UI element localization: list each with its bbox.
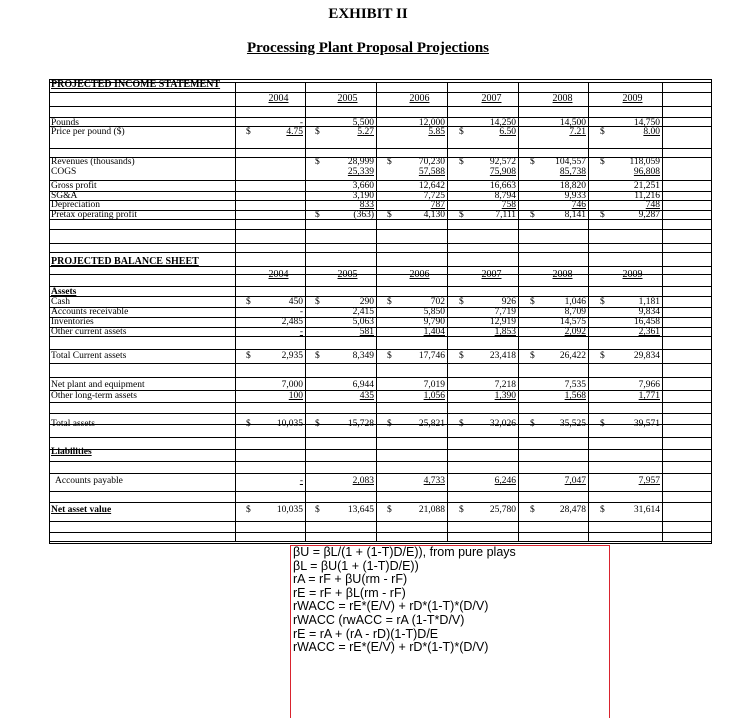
grid-hline [49, 402, 711, 403]
value-cell: 4,130 [423, 210, 445, 220]
grid-hline [49, 377, 711, 378]
dollar-sign: $ [530, 505, 535, 515]
value-cell: 14,750 [633, 118, 660, 128]
row-label: Revenues (thousands) [51, 157, 135, 167]
value-cell: 5.27 [357, 127, 374, 137]
dollar-sign: $ [315, 127, 320, 137]
dollar-sign: $ [315, 297, 320, 307]
value-cell: 9,287 [638, 210, 660, 220]
year-header: 2008 [552, 269, 573, 280]
dollar-sign: $ [459, 210, 464, 220]
value-cell: 118,059 [629, 157, 660, 167]
dollar-sign: $ [315, 505, 320, 515]
income-statement-header: PROJECTED INCOME STATEMENT [51, 79, 221, 90]
row-label: Gross profit [51, 181, 97, 191]
value-cell: 11,216 [634, 191, 660, 201]
row-label: Total assets [51, 419, 95, 429]
value-cell: 96,808 [633, 167, 660, 177]
dollar-sign: $ [315, 210, 320, 220]
value-cell: 10,035 [276, 419, 303, 429]
grid-hline [49, 106, 711, 107]
formula-line: rA = rF + βU(rm - rF) [293, 572, 408, 587]
dollar-sign: $ [600, 419, 605, 429]
value-cell: 450 [288, 297, 303, 307]
value-cell: 7,535 [564, 380, 586, 390]
year-header: 2007 [481, 93, 502, 104]
row-label: SG&A [51, 191, 78, 201]
value-cell: 7,719 [494, 307, 516, 317]
grid-hline [49, 521, 711, 522]
value-cell: 1,056 [423, 391, 445, 401]
formula-line: rWACC = rE*(E/V) + rD*(1-T)*(D/V) [293, 599, 489, 614]
value-cell: 12,000 [418, 118, 445, 128]
value-cell: 32,026 [489, 419, 516, 429]
dollar-sign: $ [600, 351, 605, 361]
value-cell: 5,500 [352, 118, 374, 128]
dollar-sign: $ [459, 419, 464, 429]
value-cell: 23,418 [489, 351, 516, 361]
value-cell: 16,663 [489, 181, 516, 191]
grid-hline [49, 413, 711, 414]
formula-line: rWACC (rwACC = rA (1-T*D/V) [293, 612, 465, 627]
value-cell: 57,588 [418, 167, 445, 177]
value-cell: 581 [359, 327, 374, 337]
value-cell: 9,834 [638, 307, 660, 317]
value-cell: 8.00 [643, 127, 660, 137]
formula-list [291, 546, 609, 655]
grid-hline [49, 349, 711, 350]
year-header: 2009 [622, 269, 643, 280]
dollar-sign: $ [600, 127, 605, 137]
value-cell: 9,933 [564, 191, 586, 201]
dollar-sign: $ [530, 419, 535, 429]
row-label: Other current assets [51, 327, 127, 337]
accounts-payable-label: Accounts payable [55, 476, 123, 486]
row-label: Pretax operating profit [51, 210, 138, 220]
value-cell: 7,966 [638, 380, 660, 390]
value-cell: 1,771 [638, 391, 660, 401]
value-cell: 25,339 [347, 167, 374, 177]
dollar-sign: $ [246, 297, 251, 307]
value-cell: - [299, 476, 303, 486]
year-header: 2007 [481, 269, 502, 280]
value-cell: 7,047 [564, 476, 586, 486]
value-cell: 833 [359, 200, 374, 210]
value-cell: 1,404 [423, 327, 445, 337]
value-cell: 10,035 [276, 505, 303, 515]
value-cell: 4.75 [286, 127, 303, 137]
value-cell: 14,575 [559, 317, 586, 327]
value-cell: 8,794 [494, 191, 516, 201]
value-cell: 14,500 [559, 118, 586, 128]
grid-hline [49, 286, 711, 287]
dollar-sign: $ [459, 351, 464, 361]
dollar-sign: $ [246, 505, 251, 515]
value-cell: 8,141 [564, 210, 586, 220]
dollar-sign: $ [246, 127, 251, 137]
grid-hline [49, 243, 711, 244]
grid-hline [49, 541, 711, 542]
dollar-sign: $ [246, 351, 251, 361]
value-cell: 104,557 [555, 157, 586, 167]
row-label: Other long-term assets [51, 391, 138, 401]
dollar-sign: $ [600, 297, 605, 307]
value-cell: 31,614 [633, 505, 660, 515]
grid-hline [49, 229, 711, 230]
value-cell: 1,390 [494, 391, 516, 401]
formula-line: rE = rA + (rA - rD)(1-T)D/E [293, 626, 439, 641]
grid-hline [49, 449, 711, 450]
year-header: 2006 [409, 93, 430, 104]
value-cell: 5,850 [423, 307, 445, 317]
net-asset-value-label: Net asset value [51, 505, 112, 515]
value-cell: 75,908 [489, 167, 516, 177]
balance-sheet-header: PROJECTED BALANCE SHEET [51, 256, 199, 267]
row-label: Total Current assets [51, 351, 127, 361]
value-cell: 290 [359, 297, 374, 307]
value-cell: 2,083 [352, 476, 374, 486]
row-label: COGS [51, 167, 77, 177]
assets-label: Assets [51, 287, 77, 297]
row-label: Price per pound ($) [51, 127, 125, 137]
year-header: 2004 [268, 269, 289, 280]
dollar-sign: $ [387, 505, 392, 515]
value-cell: 746 [571, 200, 586, 210]
value-cell: 25,821 [418, 419, 445, 429]
value-cell: 17,746 [418, 351, 445, 361]
page-subtitle: Processing Plant Proposal Projections [246, 40, 490, 56]
value-cell: 39,571 [633, 419, 660, 429]
value-cell: 25,780 [489, 505, 516, 515]
grid-hline [49, 363, 711, 364]
year-header: 2004 [268, 93, 289, 104]
value-cell: 7,000 [281, 380, 303, 390]
year-header: 2009 [622, 93, 643, 104]
grid-hline [49, 437, 711, 438]
dollar-sign: $ [530, 297, 535, 307]
value-cell: 14,250 [489, 118, 516, 128]
value-cell: 1,046 [564, 297, 586, 307]
value-cell: 926 [501, 297, 516, 307]
value-cell: 7,725 [423, 191, 445, 201]
row-label: Accounts receivable [51, 307, 129, 317]
formula-line: βU = βL/(1 + (1-T)D/E)), from pure plays [293, 545, 516, 559]
dollar-sign: $ [600, 157, 605, 167]
value-cell: 12,919 [489, 317, 516, 327]
value-cell: 7.21 [569, 127, 586, 137]
dollar-sign: $ [530, 157, 535, 167]
value-cell: - [299, 307, 303, 317]
value-cell: 15,728 [347, 419, 374, 429]
value-cell: 702 [430, 297, 445, 307]
value-cell: 6.50 [499, 127, 516, 137]
value-cell: 16,458 [633, 317, 660, 327]
value-cell: 2,935 [281, 351, 303, 361]
value-cell: 100 [288, 391, 303, 401]
value-cell: 2,485 [281, 317, 303, 327]
row-label: Depreciation [51, 200, 101, 210]
formula-box [290, 545, 610, 718]
value-cell: 28,478 [559, 505, 586, 515]
value-cell: 13,645 [347, 505, 374, 515]
value-cell: 7,218 [494, 380, 516, 390]
dollar-sign: $ [530, 210, 535, 220]
dollar-sign: $ [315, 157, 320, 167]
value-cell: 758 [501, 200, 516, 210]
dollar-sign: $ [315, 351, 320, 361]
grid-hline [49, 502, 711, 503]
value-cell: 2,092 [564, 327, 586, 337]
value-cell: 7,957 [638, 476, 660, 486]
value-cell: 5.85 [428, 127, 445, 137]
formula-line: βL = βU(1 + (1-T)D/E)) [293, 558, 419, 573]
dollar-sign: $ [600, 210, 605, 220]
value-cell: 6,246 [494, 476, 516, 486]
value-cell: 3,660 [352, 181, 374, 191]
value-cell: - [299, 118, 303, 128]
value-cell: 748 [645, 200, 660, 210]
value-cell: 1,568 [564, 391, 586, 401]
value-cell: 1,181 [638, 297, 660, 307]
value-cell: 2,361 [638, 327, 660, 337]
value-cell: 5,063 [352, 317, 374, 327]
dollar-sign: $ [246, 419, 251, 429]
dollar-sign: $ [387, 297, 392, 307]
dollar-sign: $ [387, 351, 392, 361]
dollar-sign: $ [315, 419, 320, 429]
formula-line: rE = rF + βL(rm - rF) [293, 585, 406, 600]
value-cell: 21,251 [633, 181, 660, 191]
grid-hline [49, 491, 711, 492]
dollar-sign: $ [530, 351, 535, 361]
value-cell: 2,415 [352, 307, 374, 317]
value-cell: 7,019 [423, 380, 445, 390]
value-cell: 787 [430, 200, 445, 210]
value-cell: 1,853 [494, 327, 516, 337]
value-cell: 8,709 [564, 307, 586, 317]
value-cell: 21,088 [418, 505, 445, 515]
liabilities-label: Liabilities [51, 447, 92, 457]
grid-hline [49, 461, 711, 462]
value-cell: - [299, 327, 303, 337]
grid-hline [49, 148, 711, 149]
exhibit-title: EXHIBIT II [328, 6, 408, 22]
dollar-sign: $ [387, 419, 392, 429]
value-cell: 6,944 [352, 380, 374, 390]
value-cell: 28,999 [347, 157, 374, 167]
grid-hline [49, 532, 711, 533]
value-cell: 4,733 [423, 476, 445, 486]
grid-hline [49, 252, 711, 253]
value-cell: 8,349 [352, 351, 374, 361]
value-cell: 12,642 [418, 181, 445, 191]
value-cell: 92,572 [489, 157, 516, 167]
value-cell: 35,525 [559, 419, 586, 429]
value-cell: 435 [359, 391, 374, 401]
row-label: Inventories [51, 317, 94, 327]
value-cell: 7,111 [495, 210, 516, 220]
formula-line: rWACC = rE*(E/V) + rD*(1-T)*(D/V) [293, 640, 489, 655]
row-label: Pounds [51, 118, 79, 128]
value-cell: 70,230 [418, 157, 445, 167]
dollar-sign: $ [459, 157, 464, 167]
value-cell: 3,190 [352, 191, 374, 201]
row-label: Net plant and equipment [51, 380, 145, 390]
dollar-sign: $ [459, 127, 464, 137]
row-label: Cash [51, 297, 70, 307]
value-cell: 26,422 [559, 351, 586, 361]
value-cell: 18,820 [559, 181, 586, 191]
grid-hline [49, 473, 711, 474]
dollar-sign: $ [600, 505, 605, 515]
year-header: 2008 [552, 93, 573, 104]
dollar-sign: $ [387, 157, 392, 167]
year-header: 2005 [337, 269, 358, 280]
year-header: 2005 [337, 93, 358, 104]
value-cell: 85,738 [559, 167, 586, 177]
value-cell: 29,834 [633, 351, 660, 361]
value-cell: (363) [353, 210, 374, 220]
year-header: 2006 [409, 269, 430, 280]
value-cell: 9,790 [423, 317, 445, 327]
dollar-sign: $ [459, 505, 464, 515]
dollar-sign: $ [459, 297, 464, 307]
dollar-sign: $ [387, 210, 392, 220]
